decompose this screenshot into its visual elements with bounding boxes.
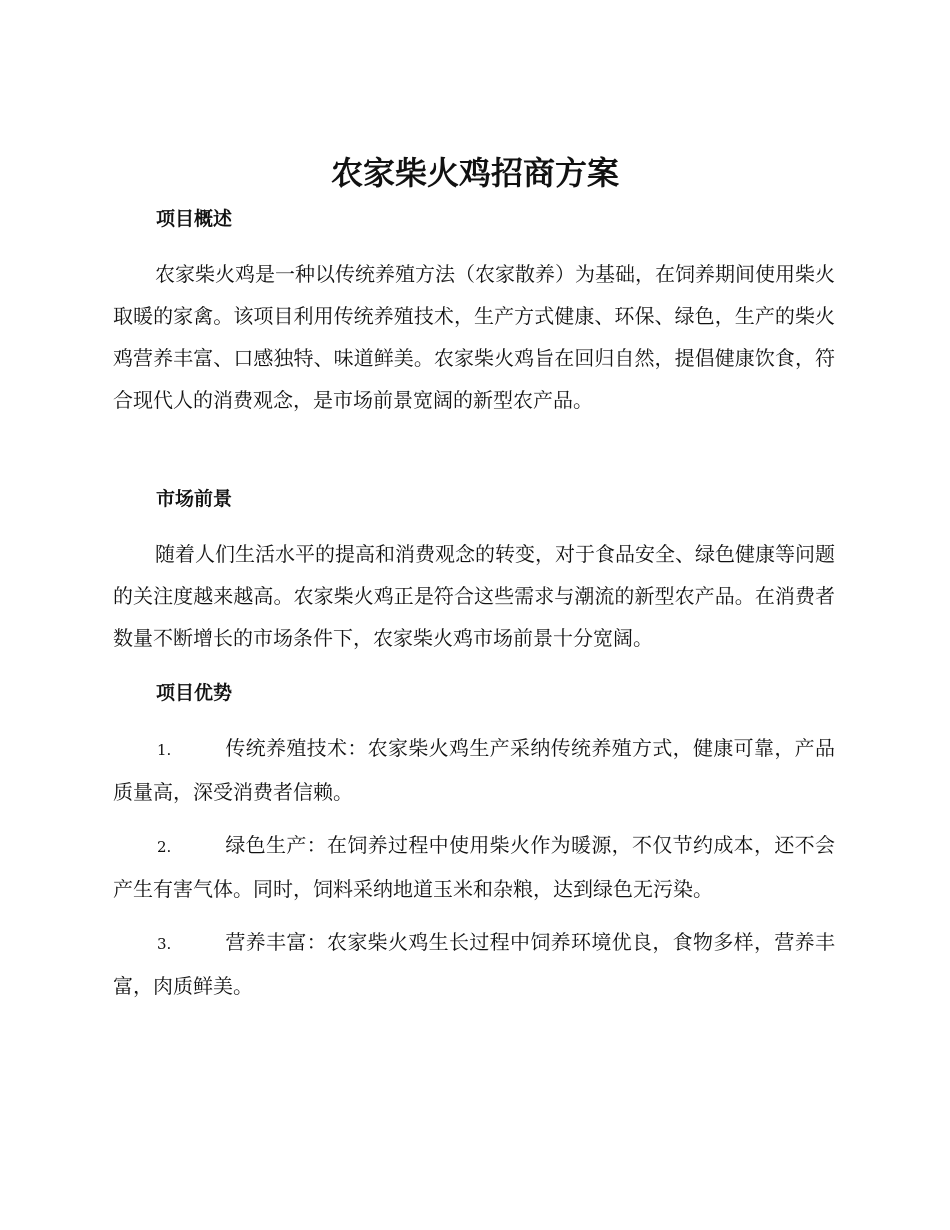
section-heading-market: 市场前景 bbox=[156, 488, 233, 510]
list-item-number: 2. bbox=[157, 838, 172, 856]
list-item-text: 绿色生产：在饲养过程中使用柴火作为暖源，不仅节约成本，还不会产生有害气体。同时，饲料采纳地道玉米和杂粮，达到绿色无污染。 bbox=[113, 833, 835, 901]
document-title: 农家柴火鸡招商方案 bbox=[330, 154, 619, 192]
section-paragraph-overview: 农家柴火鸡是一种以传统养殖方法（农家散养）为基础，在饲养期间使用柴火取暖的家禽。该项目利用传统养殖技术，生产方式健康、环保、绿色，生产的柴火鸡营养丰富、口感独特、味道鲜美。农家柴火鸡旨在回归自然，提倡健康饮食，符合现代人的消费观念，是市场前景宽阔的新型农产品。 bbox=[113, 262, 835, 412]
list-item-number: 1. bbox=[157, 741, 172, 759]
list-item bbox=[113, 921, 835, 1007]
list-item bbox=[113, 727, 835, 813]
list-item-text: 传统养殖技术：农家柴火鸡生产采纳传统养殖方式，健康可靠，产品质量高，深受消费者信赖。 bbox=[113, 736, 835, 804]
section-heading-overview: 项目概述 bbox=[156, 208, 233, 230]
section-paragraph-market: 随着人们生活水平的提高和消费观念的转变，对于食品安全、绿色健康等问题的关注度越来越高。农家柴火鸡正是符合这些需求与潮流的新型农产品。在消费者数量不断增长的市场条件下，农家柴火鸡市场前景十分宽阔。 bbox=[113, 542, 835, 650]
section-heading-advantages: 项目优势 bbox=[156, 682, 233, 704]
list-item-text: 营养丰富：农家柴火鸡生长过程中饲养环境优良，食物多样，营养丰富，肉质鲜美。 bbox=[113, 930, 835, 998]
list-item bbox=[113, 824, 835, 910]
list-item-number: 3. bbox=[157, 935, 172, 953]
